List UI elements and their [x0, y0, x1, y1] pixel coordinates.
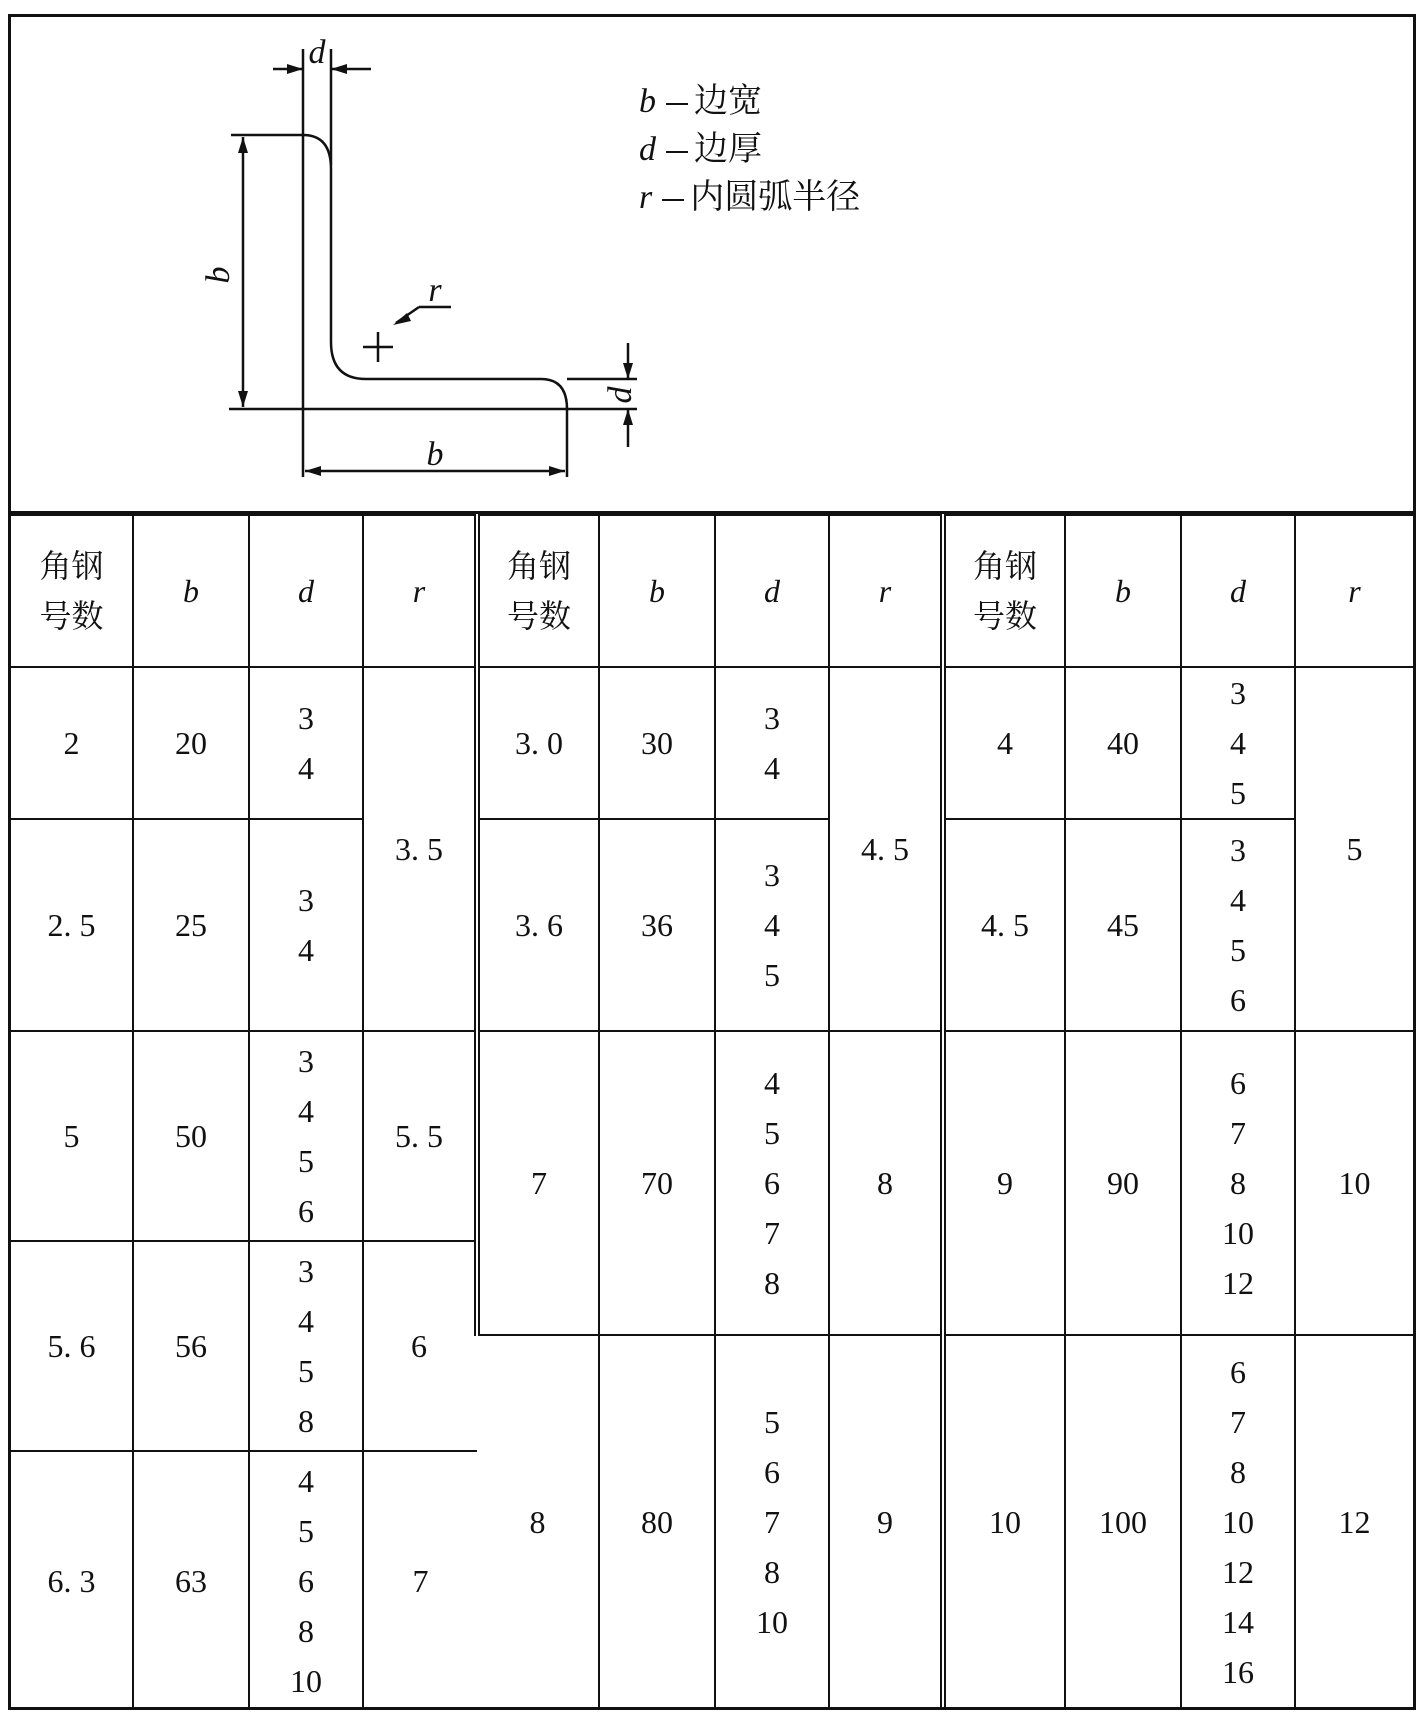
g1-r: 5. 5	[363, 1031, 477, 1241]
g3-d: 6 7 8 10 12	[1181, 1031, 1295, 1335]
g1-no: 2. 5	[11, 819, 133, 1031]
g1-b: 63	[133, 1451, 249, 1709]
g2-no: 8	[477, 1335, 599, 1709]
g1-no: 5	[11, 1031, 133, 1241]
header-b-3: b	[1065, 515, 1181, 667]
g1-d: 3 4	[249, 819, 363, 1031]
g3-no: 10	[943, 1335, 1065, 1709]
label-r: r	[428, 272, 442, 309]
header-no-3: 角钢 号数	[943, 515, 1065, 667]
g1-r: 6	[363, 1241, 477, 1451]
g2-d: 3 4 5	[715, 819, 829, 1031]
header-b-2: b	[599, 515, 715, 667]
header-b-1: b	[133, 515, 249, 667]
g3-no: 4	[943, 667, 1065, 819]
g3-d: 6 7 8 10 12 14 16	[1181, 1335, 1295, 1709]
g1-b: 56	[133, 1241, 249, 1451]
g3-d: 3 4 5 6	[1181, 819, 1295, 1031]
g1-r: 7	[363, 1451, 477, 1709]
g3-b: 90	[1065, 1031, 1181, 1335]
header-r-2: r	[829, 515, 943, 667]
g1-d: 3 4 5 6	[249, 1031, 363, 1241]
g2-no: 7	[477, 1031, 599, 1335]
angle-steel-sheet	[8, 14, 1416, 1710]
g1-no: 6. 3	[11, 1451, 133, 1709]
g1-d: 3 4	[249, 667, 363, 819]
g2-b: 30	[599, 667, 715, 819]
g3-r: 12	[1295, 1335, 1413, 1709]
g2-d: 4 5 6 7 8	[715, 1031, 829, 1335]
g1-d: 3 4 5 8	[249, 1241, 363, 1451]
g2-r: 4. 5	[829, 667, 943, 1031]
label-d-right: d	[602, 386, 639, 404]
g1-d: 4 5 6 8 10	[249, 1451, 363, 1709]
label-b-vertical: b	[200, 266, 237, 284]
angle-steel-table	[11, 514, 1413, 1710]
label-d-top: d	[308, 34, 326, 71]
angle-steel-diagram	[11, 17, 1413, 514]
legend-d: d 边厚	[639, 131, 762, 168]
g1-b: 20	[133, 667, 249, 819]
header-d-2: d	[715, 515, 829, 667]
legend-b: b 边宽	[639, 83, 762, 120]
header-r-3: r	[1295, 515, 1413, 667]
g2-d: 3 4	[715, 667, 829, 819]
g3-d: 3 4 5	[1181, 667, 1295, 819]
g3-b: 100	[1065, 1335, 1181, 1709]
g3-b: 40	[1065, 667, 1181, 819]
g2-no: 3. 0	[477, 667, 599, 819]
g2-b: 70	[599, 1031, 715, 1335]
header-d-1: d	[249, 515, 363, 667]
g2-b: 80	[599, 1335, 715, 1709]
g1-no: 2	[11, 667, 133, 819]
header-d-3: d	[1181, 515, 1295, 667]
g3-no: 9	[943, 1031, 1065, 1335]
header-r-1: r	[363, 515, 477, 667]
g3-no: 4. 5	[943, 819, 1065, 1031]
g1-r: 3. 5	[363, 667, 477, 1031]
legend-r: r 内圆弧半径	[639, 179, 861, 216]
g3-r: 5	[1295, 667, 1413, 1031]
g2-b: 36	[599, 819, 715, 1031]
g2-no: 3. 6	[477, 819, 599, 1031]
label-b-horizontal: b	[426, 436, 444, 473]
g1-no: 5. 6	[11, 1241, 133, 1451]
header-no-1: 角钢 号数	[11, 515, 133, 667]
g2-d: 5 6 7 8 10	[715, 1335, 829, 1709]
g2-r: 9	[829, 1335, 943, 1709]
g1-b: 50	[133, 1031, 249, 1241]
g1-b: 25	[133, 819, 249, 1031]
header-no-2: 角钢 号数	[477, 515, 599, 667]
g3-r: 10	[1295, 1031, 1413, 1335]
g2-r: 8	[829, 1031, 943, 1335]
g3-b: 45	[1065, 819, 1181, 1031]
